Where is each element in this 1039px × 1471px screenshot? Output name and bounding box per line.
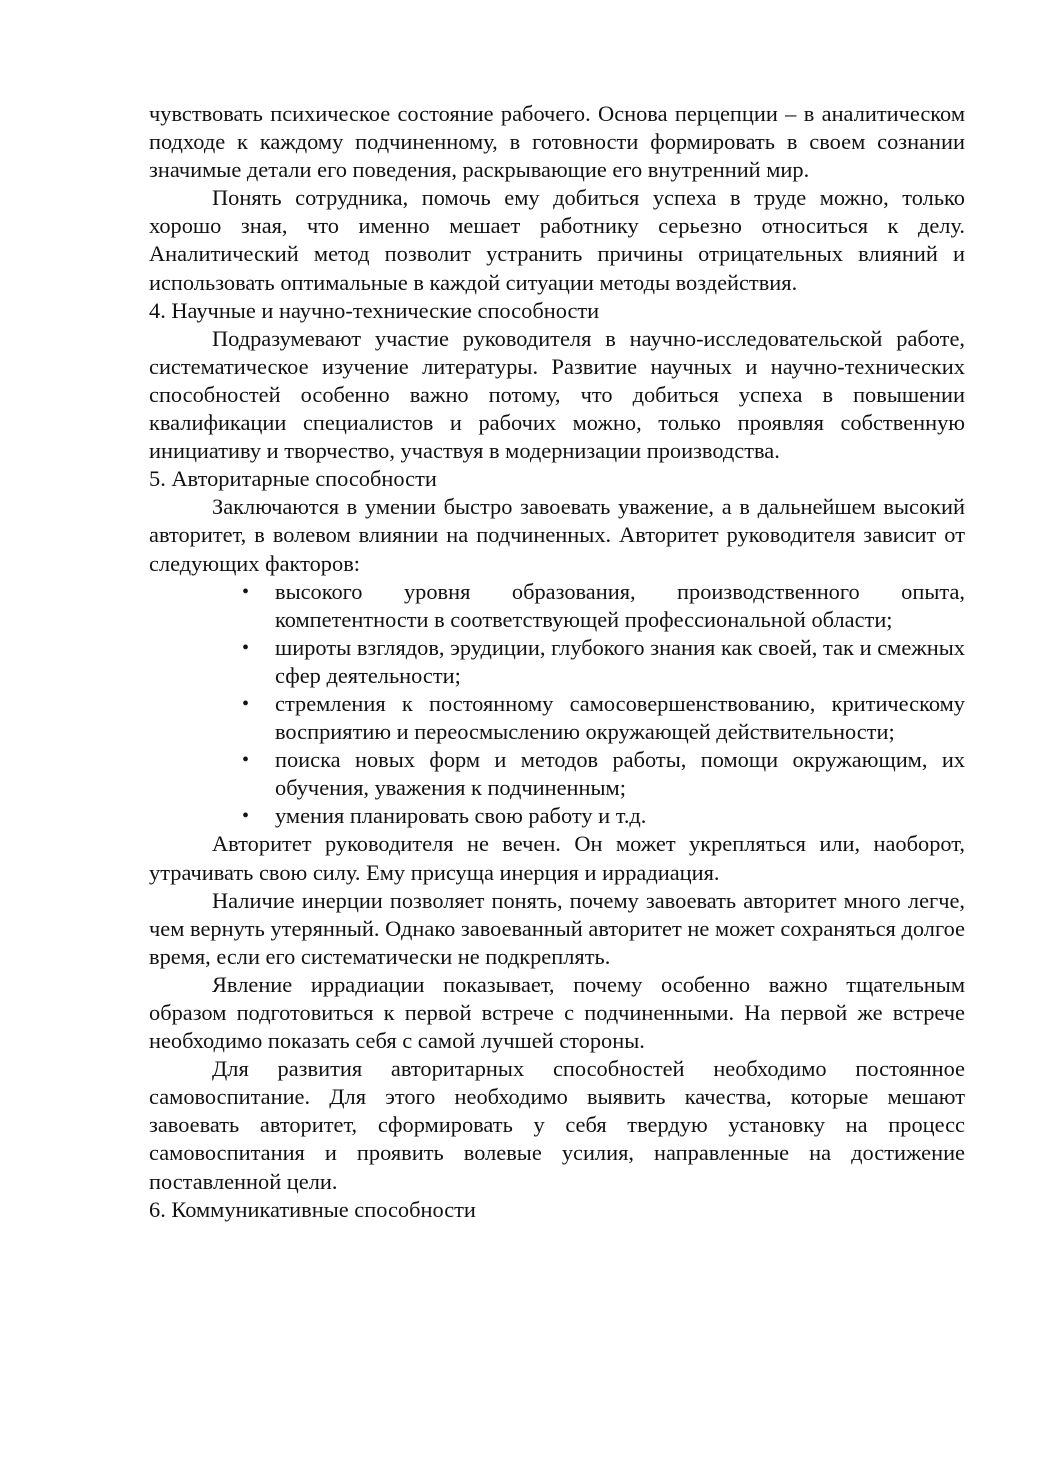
- bullet-icon: •: [242, 692, 250, 715]
- document-page: [149, 100, 965, 1224]
- list-item-text: умения планировать свою работу и т.д.: [275, 803, 647, 829]
- section-heading-authoritarian-abilities: 5. Авторитарные способности: [149, 466, 437, 492]
- list-item: [242, 802, 965, 830]
- section-heading-scientific-abilities: 4. Научные и научно-технические способности: [149, 297, 600, 323]
- section-heading-communicative-abilities: 6. Коммуникативные способности: [149, 1196, 476, 1222]
- paragraph-scientific-abilities: Подразумевают участие руководителя в научно-исследовательской работе, систематическое изучение литературы. Развитие научных и научно-технических способностей особенно важно потому, что добиться успеха в повышении квалификации специалистов и рабочих можно, только проявляя собственную инициативу и творчество, участвуя в модернизации производства.: [149, 325, 965, 464]
- list-item: [242, 578, 965, 634]
- list-item-text: поиска новых форм и методов работы, помощи окружающим, их обучения, уважения к подчиненным;: [275, 747, 965, 801]
- bullet-icon: •: [242, 749, 250, 772]
- bullet-icon: •: [242, 636, 250, 659]
- paragraph-self-education: Для развития авторитарных способностей необходимо постоянное самовоспитание. Для этого необходимо выявить качества, которые мешают завоевать авторитет, сформировать у себя твердую установку на процесс самовоспитания и проявить волевые усилия, направленные на достижение поставленной цели.: [149, 1056, 965, 1194]
- list-item: [242, 634, 965, 690]
- bullet-icon: •: [242, 580, 250, 603]
- paragraph-perception-end: чувствовать психическое состояние рабочего. Основа перцепции – в аналитическом подходе к каждому подчиненному, в готовности формировать в своем сознании значимые детали его поведения, раскрывающие его внутренний мир.: [149, 101, 965, 183]
- list-item-text: высокого уровня образования, производственного опыта, компетентности в соответствующей профессиональной области;: [275, 578, 965, 632]
- paragraph-authority-not-eternal: Авторитет руководителя не вечен. Он может укрепляться или, наоборот, утрачивать свою силу. Ему присуща инерция и иррадиация.: [149, 831, 965, 885]
- list-item-text: широты взглядов, эрудиции, глубокого знания как своей, так и смежных сфер деятельности;: [275, 634, 965, 688]
- paragraph-irradiation: Явление иррадиации показывает, почему особенно важно тщательным образом подготовиться к первой встрече с подчиненными. На первой же встрече необходимо показать себя с самой лучшей стороны.: [149, 971, 965, 1054]
- paragraph-inertia: Наличие инерции позволяет понять, почему завоевать авторитет много легче, чем вернуть утерянный. Однако завоеванный авторитет не может сохраняться долгое время, если его систематически не подкреплять.: [149, 887, 965, 969]
- paragraph-authoritarian-intro: Заключаются в умении быстро завоевать уважение, а в дальнейшем высокий авторитет, в волевом влиянии на подчиненных. Авторитет руководителя зависит от следующих факторов:: [149, 494, 965, 576]
- list-item: [242, 746, 965, 802]
- paragraph-understand-employee: Понять сотрудника, помочь ему добиться успеха в труде можно, только хорошо зная, что именно мешает работнику серьезно относиться к делу. Аналитический метод позволит устранить причины отрицательных влияний и использовать оптимальные в каждой ситуации методы воздействия.: [149, 185, 965, 295]
- list-item-text: стремления к постоянному самосовершенствованию, критическому восприятию и переосмыслению окружающей действительности;: [275, 690, 965, 745]
- list-item: [242, 690, 965, 746]
- authority-factors-list: [149, 578, 965, 831]
- bullet-icon: •: [242, 805, 250, 828]
